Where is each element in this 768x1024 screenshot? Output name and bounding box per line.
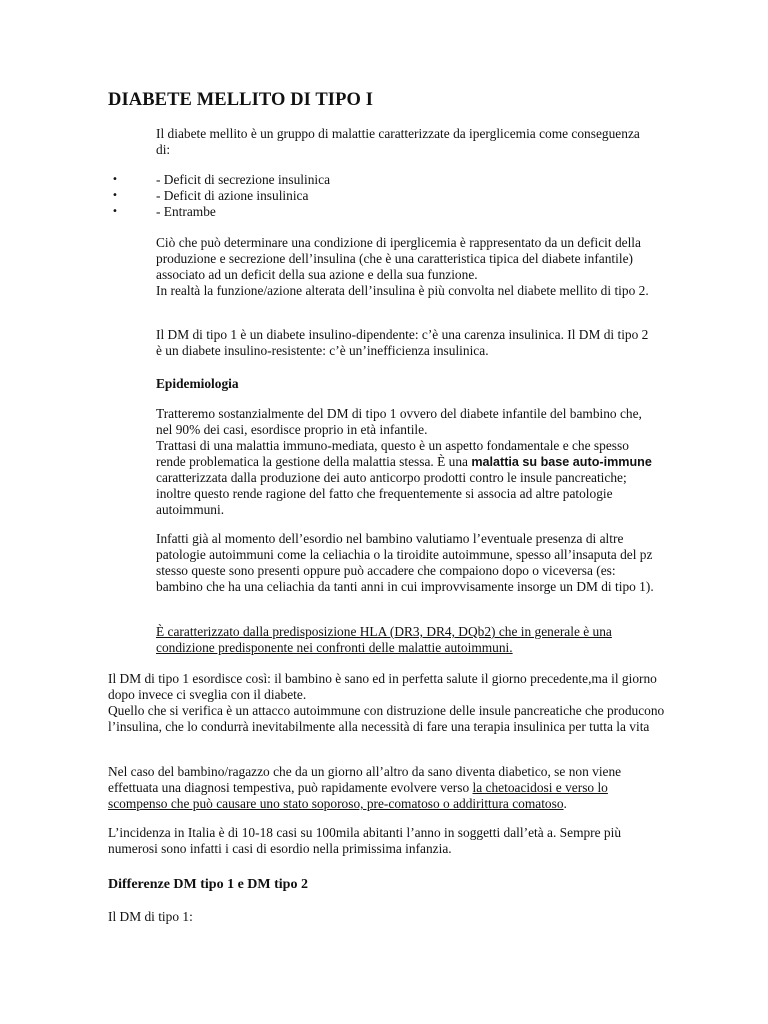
- paragraph-text: Ciò che può determinare una condizione di iperglicemia è rappresentato da un deficit della produzione e secrezione dell’insulina (che è una caratteristica tipica del diabete infantile) associato ad un deficit della sua azione e della sua funzione.: [156, 235, 641, 282]
- list-item: [108, 188, 508, 204]
- paragraph-text: Il DM di tipo 1 esordisce così: il bambino è sano ed in perfetta salute il giorno precedente,ma il giorno dopo invece ci sveglia con il diabete.: [108, 671, 657, 702]
- paragraph-text: Nel caso del bambino/ragazzo che da un giorno all’altro da sano diventa diabetico, se non viene effettuata una diagnosi tempestiva, può rapidamente evolvere verso: [108, 764, 622, 795]
- paragraph-epidemiologia: [156, 406, 656, 518]
- bullet-icon: •: [112, 206, 118, 217]
- paragraph-dm-types: Il DM di tipo 1 è un diabete insulino-dipendente: c’è una carenza insulinica. Il DM di tipo 2 è un diabete insulino-resistente: c’è un’inefficienza insulinica.: [156, 327, 649, 358]
- list-item-text: - Deficit di azione insulinica: [156, 188, 309, 203]
- intro-paragraph: Il diabete mellito è un gruppo di malattie caratterizzate da iperglicemia come conseguenza di:: [156, 126, 640, 157]
- underlined-text: la chetoacidosi e verso lo scompenso che può causare uno stato soporoso, pre-comatoso o addirittura comatoso: [108, 780, 608, 811]
- section-intro: Il DM di tipo 1:: [108, 909, 193, 924]
- paragraph-text: Trattasi di una malattia immuno-mediata, questo è un aspetto fondamentale e che spesso rende problematica la gestione della malattia stessa. È una: [156, 438, 629, 469]
- paragraph-esordio: [108, 671, 668, 735]
- paragraph-text: Quello che si verifica è un attacco autoimmune con distruzione delle insule pancreatiche che producono l’insulina, che lo condurrà inevitabilmente alla necessità di fare una terapia insulinica per tutta la vita: [108, 703, 665, 734]
- bullet-icon: •: [112, 190, 118, 201]
- list-item-text: - Deficit di secrezione insulinica: [156, 172, 331, 187]
- paragraph-text: .: [563, 796, 567, 811]
- bullet-icon: •: [112, 174, 118, 185]
- paragraph-text: Tratteremo sostanzialmente del DM di tipo 1 ovvero del diabete infantile del bambino che, nel 90% dei casi, esordisce proprio in età infantile.: [156, 406, 642, 437]
- paragraph-autoimmuni: Infatti già al momento dell’esordio nel bambino valutiamo l’eventuale presenza di altre patologie autoimmuni come la celiachia o la tiroidite autoimmune, spesso all’insaputa del pz stesso queste sono presenti oppure può accadere che compaiono dopo o viceversa (es: bambino che ha una celiachia da tanti anni in cui improvvisamente insorge un DM di tipo 1).: [156, 531, 654, 594]
- paragraph-incidenza: L’incidenza in Italia è di 10-18 casi su 100mila abitanti l’anno in soggetti dall’età a. Sempre più numerosi sono infatti i casi di esordio nella primissima infanzia.: [108, 825, 622, 856]
- paragraph-text: caratterizzata dalla produzione dei auto anticorpo prodotti contro le insule pancreatiche; inoltre questo rende ragione del fatto che frequentemente si associa ad altre patologie autoimmuni.: [156, 470, 627, 517]
- bold-term: malattia su base auto-immune: [471, 455, 652, 469]
- bullet-list: [108, 172, 508, 220]
- list-item: [108, 172, 508, 188]
- epidemiologia-heading: Epidemiologia: [156, 376, 239, 391]
- paragraph-iperglicemia: [156, 235, 656, 299]
- paragraph-chetoacidosi: [108, 764, 668, 812]
- list-item: [108, 204, 508, 220]
- paragraph-text: In realtà la funzione/azione alterata dell’insulina è più convolta nel diabete mellito di tipo 2.: [156, 283, 649, 298]
- document-title: DIABETE MELLITO DI TIPO I: [108, 90, 374, 110]
- list-item-text: - Entrambe: [156, 204, 216, 219]
- paragraph-hla: È caratterizzato dalla predisposizione HLA (DR3, DR4, DQb2) che in generale è una condizione predisponente nei confronti delle malattie autoimmuni.: [156, 624, 612, 655]
- section-heading: Differenze DM tipo 1 e DM tipo 2: [108, 877, 308, 892]
